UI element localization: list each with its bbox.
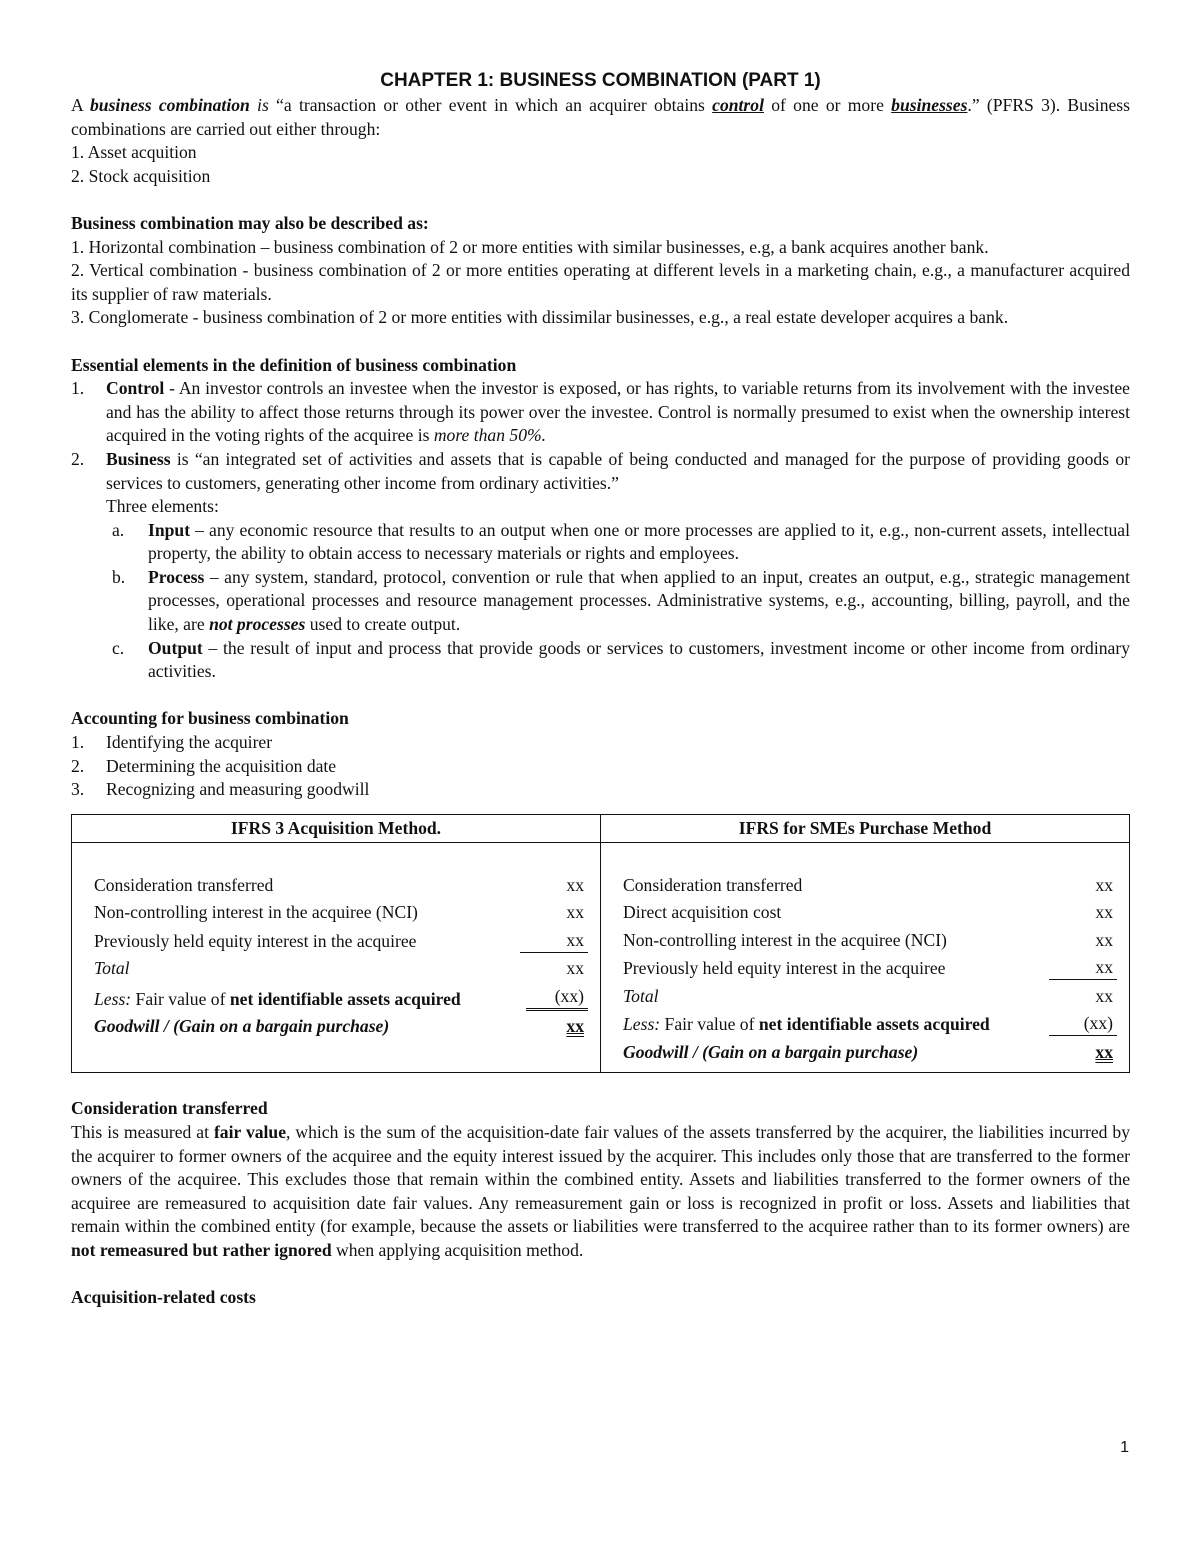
table-header-ifrs3: IFRS 3 Acquisition Method. bbox=[72, 814, 601, 843]
row-amount: xx bbox=[566, 902, 584, 923]
row-amount: xx bbox=[1095, 929, 1113, 950]
list-text: Determining the acquisition date bbox=[106, 755, 337, 776]
section-heading: Essential elements in the definition of business combination bbox=[71, 354, 517, 375]
list-item bbox=[71, 448, 1130, 495]
list-item bbox=[106, 566, 1130, 637]
consideration-paragraph bbox=[71, 1121, 1130, 1263]
list-text: used to create output. bbox=[305, 614, 461, 635]
intro-text: “a transaction or other event in which an acquirer obtains bbox=[268, 95, 713, 115]
section-heading: Business combination may also be described as: bbox=[71, 212, 429, 233]
row-amount: (xx) bbox=[526, 985, 588, 1011]
list-text: Recognizing and measuring goodwill bbox=[106, 779, 370, 800]
list-number: 3. bbox=[71, 779, 85, 800]
list-text: Identifying the acquirer bbox=[106, 732, 273, 753]
list-letter: c. bbox=[112, 637, 125, 658]
row-label: Consideration transferred bbox=[623, 874, 803, 895]
paragraph-text: This is measured at bbox=[71, 1122, 214, 1142]
smes-column bbox=[601, 843, 1130, 1073]
term-business: Business bbox=[106, 448, 171, 469]
list-letter: b. bbox=[112, 566, 126, 587]
row-amount: xx bbox=[566, 1016, 584, 1037]
table-row bbox=[623, 1041, 1117, 1064]
row-label: Consideration transferred bbox=[94, 874, 274, 895]
list-item bbox=[71, 377, 1130, 448]
list-text: - An investor controls an investee when the investor is exposed, or has rights, to variable returns from its involvement with the investee and has the ability to affect those returns through its power over the investee. Control is normally presumed to exist when the ownership interest acquired in the voting rights of the acquiree is bbox=[106, 378, 1130, 446]
row-label: Total bbox=[94, 958, 130, 979]
emphasis-text: not processes bbox=[209, 614, 306, 635]
table-row bbox=[94, 957, 588, 980]
less-label: Less: bbox=[94, 988, 132, 1009]
row-label: Total bbox=[623, 985, 659, 1006]
list-item: 2. Vertical combination - business combination of 2 or more entities operating at different levels in a marketing chain, e.g., a manufacturer acquired its supplier of raw materials. bbox=[71, 260, 1130, 304]
emphasis-text: not remeasured but rather ignored bbox=[71, 1239, 332, 1260]
row-label: Goodwill / (Gain on a bargain purchase) bbox=[94, 1016, 390, 1037]
row-amount: xx bbox=[1095, 985, 1113, 1006]
row-amount: xx bbox=[566, 874, 584, 895]
table-row bbox=[94, 901, 588, 924]
ifrs3-column bbox=[72, 843, 601, 1073]
page-content bbox=[71, 68, 1130, 1310]
row-text: Fair value of bbox=[660, 1014, 759, 1035]
row-label: Direct acquisition cost bbox=[623, 902, 782, 923]
row-amount: xx bbox=[1095, 874, 1113, 895]
list-item bbox=[106, 519, 1130, 566]
row-label: Previously held equity interest in the acquiree bbox=[623, 958, 946, 979]
emphasis-text: more than 50%. bbox=[433, 425, 547, 446]
row-amount: xx bbox=[1095, 902, 1113, 923]
row-amount: xx bbox=[1095, 1041, 1113, 1062]
table-row bbox=[623, 1012, 1117, 1036]
list-item: 1. Horizontal combination – business combination of 2 or more entities with similar businesses, e.g, a bank acquires another bank. bbox=[71, 236, 989, 257]
table-row bbox=[94, 874, 588, 897]
row-text: Fair value of bbox=[131, 988, 230, 1009]
row-label: Goodwill / (Gain on a bargain purchase) bbox=[623, 1041, 919, 1062]
list-item bbox=[71, 755, 1130, 779]
intro-text: of one or more bbox=[763, 95, 892, 115]
paragraph-text: when applying acquisition method. bbox=[331, 1239, 584, 1260]
row-label: Non-controlling interest in the acquiree (NCI) bbox=[94, 902, 418, 923]
table-row bbox=[623, 929, 1117, 952]
list-text: – any system, standard, protocol, convention or rule that when applied to an input, creates an output, e.g., strategic management processes, operational processes and resource management processes. Administrative systems, e.g., accounting, billing, payroll, and the like, are bbox=[148, 566, 1130, 635]
row-label: Non-controlling interest in the acquiree (NCI) bbox=[623, 929, 947, 950]
list-letter: a. bbox=[112, 519, 125, 540]
list-item bbox=[106, 637, 1130, 684]
list-item bbox=[71, 778, 1130, 802]
list-text: – the result of input and process that provide goods or services to customers, investment income or other income from ordinary activities. bbox=[148, 637, 1130, 682]
paragraph-text: , which is the sum of the acquisition-date fair values of the assets transferred by the acquirer, the liabilities incurred by the acquirer to former owners of the acquiree and the equity interest issued by the acquirer. This includes only those that are transferred to the former owners of the acquiree. This excludes those that remain within the combined entity. Assets and liabilities transferred to the former owners of the acquiree are remeasured to acquisition date fair values. Any remeasurement gain or loss is recognized in profit or loss. Assets and liabilities that remain within the combined entity (for example, because the assets or liabilities were transferred to the acquiree rather than to its former owners) are bbox=[71, 1122, 1130, 1237]
comparison-table bbox=[71, 814, 1130, 1074]
row-bold-text: net identifiable assets acquired bbox=[229, 988, 461, 1009]
row-label bbox=[94, 988, 526, 1011]
row-amount: xx bbox=[520, 929, 588, 953]
list-text: – any economic resource that results to an output when one or more processes are applied to it, e.g., non-current assets, intellectual property, the ability to obtain access to necessary materials or rights and employees. bbox=[148, 519, 1130, 564]
three-elements-label: Three elements: bbox=[106, 496, 219, 517]
section-heading: Consideration transferred bbox=[71, 1098, 268, 1119]
list-item: 3. Conglomerate - business combination of 2 or more entities with dissimilar businesses, e.g., a real estate developer acquires a bank. bbox=[71, 307, 1009, 328]
row-bold-text: net identifiable assets acquired bbox=[758, 1014, 990, 1035]
intro-text: .” (PFRS 3). Business combinations are carried out either through: bbox=[71, 95, 1130, 139]
list-number: 1. bbox=[71, 732, 85, 753]
table-row bbox=[623, 956, 1117, 980]
page-number: 1 bbox=[1120, 1439, 1129, 1456]
row-amount: (xx) bbox=[1049, 1012, 1117, 1036]
term-process: Process bbox=[148, 566, 205, 587]
list-item: 2. Stock acquisition bbox=[71, 165, 211, 186]
row-amount: xx bbox=[566, 958, 584, 979]
table-row bbox=[623, 901, 1117, 924]
row-label: Previously held equity interest in the acquiree bbox=[94, 930, 417, 951]
list-number: 2. bbox=[71, 755, 85, 776]
row-amount: xx bbox=[1049, 956, 1117, 980]
intro-text: A bbox=[71, 95, 90, 115]
list-number: 2. bbox=[71, 448, 85, 469]
section-heading: Accounting for business combination bbox=[71, 708, 349, 729]
term-business-combination: business combination bbox=[90, 95, 250, 115]
section-heading: Acquisition-related costs bbox=[71, 1287, 256, 1308]
term-input: Input bbox=[148, 519, 191, 540]
list-text: is “an integrated set of activities and assets that is capable of being conducted and managed for the purpose of providing goods or services to customers, generating other income from ordinary activities.” bbox=[106, 448, 1130, 493]
page-title: CHAPTER 1: BUSINESS COMBINATION (PART 1) bbox=[380, 70, 821, 91]
table-row bbox=[623, 874, 1117, 897]
table-row bbox=[94, 1015, 588, 1038]
list-item: 1. Asset acquition bbox=[71, 142, 197, 163]
term-fair-value: fair value bbox=[213, 1122, 287, 1142]
table-row bbox=[623, 985, 1117, 1008]
less-label: Less: bbox=[623, 1014, 661, 1035]
intro-paragraph bbox=[71, 94, 1130, 141]
list-item bbox=[71, 731, 1130, 755]
term-output: Output bbox=[148, 637, 203, 658]
table-header-smes: IFRS for SMEs Purchase Method bbox=[601, 814, 1130, 843]
table-row bbox=[94, 985, 588, 1011]
term-businesses: businesses bbox=[891, 95, 968, 115]
term-control: control bbox=[712, 95, 764, 115]
intro-is: is bbox=[249, 95, 269, 115]
list-number: 1. bbox=[71, 378, 85, 399]
term-control: Control bbox=[106, 378, 165, 399]
row-label bbox=[623, 1013, 1049, 1036]
table-row bbox=[94, 929, 588, 953]
